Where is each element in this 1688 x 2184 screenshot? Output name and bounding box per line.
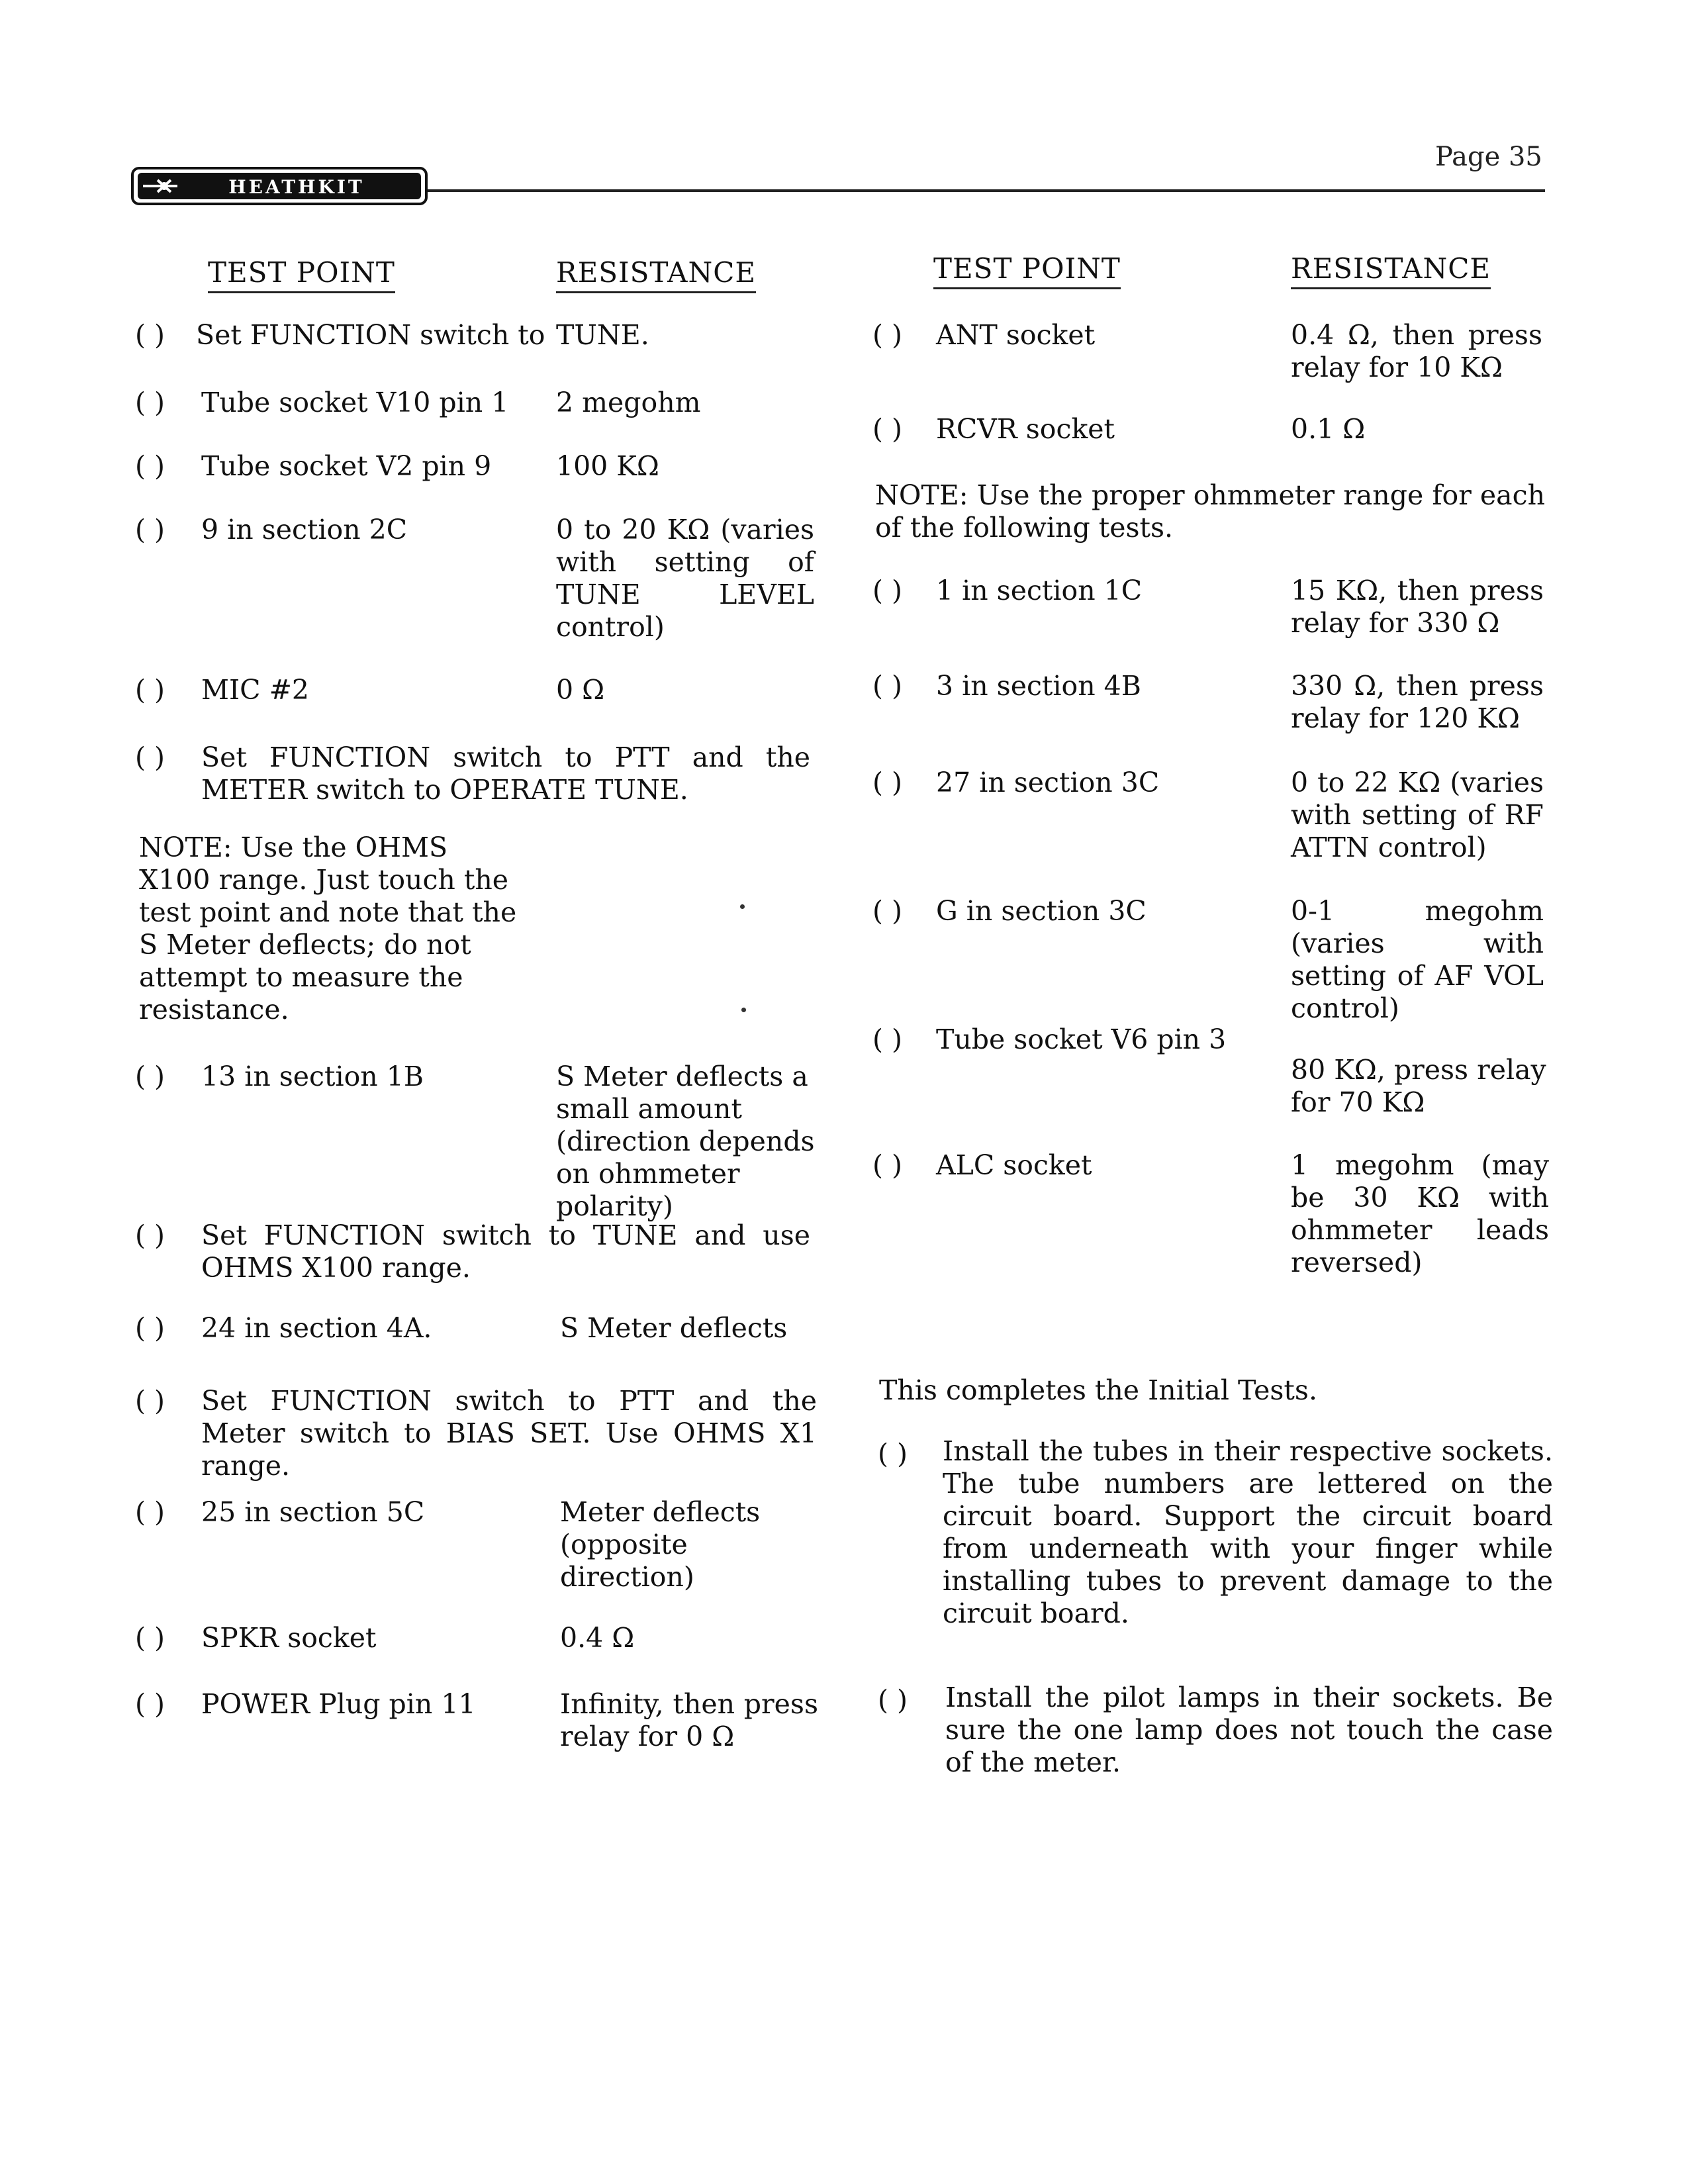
test-point: G in section 3C	[936, 895, 1147, 927]
resistance-value: 0.1 Ω	[1291, 413, 1366, 445]
checkbox[interactable]: ( )	[135, 1385, 165, 1417]
test-point: Set FUNCTION switch to	[196, 319, 545, 351]
checkbox[interactable]: ( )	[135, 387, 165, 418]
test-point: MIC #2	[201, 674, 310, 706]
resistance-value: Meter deflects (opposite direction)	[560, 1496, 761, 1593]
header-rule	[428, 189, 1545, 192]
checkbox[interactable]: ( )	[872, 767, 903, 798]
checkbox[interactable]: ( )	[135, 674, 165, 706]
test-point: 27 in section 3C	[936, 767, 1160, 798]
test-point: POWER Plug pin 11	[201, 1688, 476, 1720]
resistance-value: 80 KΩ, press relay for 70 KΩ	[1291, 1054, 1546, 1118]
checkbox[interactable]: ( )	[878, 1684, 908, 1716]
checkbox[interactable]: ( )	[872, 670, 903, 702]
speck	[740, 904, 745, 909]
test-point: SPKR socket	[201, 1622, 377, 1654]
checkbox[interactable]: ( )	[135, 450, 165, 482]
checkbox[interactable]: ( )	[135, 741, 165, 773]
checkbox[interactable]: ( )	[135, 319, 165, 351]
checkbox[interactable]: ( )	[135, 1496, 165, 1528]
note: NOTE: Use the OHMS X100 range. Just touch the test point and note that the S Meter deflects; do not attempt to measure the resistance.	[139, 831, 517, 1025]
instruction-step: Install the tubes in their respective sockets. The tube numbers are lettered on the circuit board. Support the circuit board from underneath with your finger while installing tubes to prevent damage to the circuit board.	[943, 1435, 1553, 1629]
instruction-step: Set FUNCTION switch to PTT and the METER switch to OPERATE TUNE.	[201, 741, 810, 806]
checkbox[interactable]: ( )	[872, 895, 903, 927]
resistance-value: 2 megohm	[556, 387, 701, 418]
resistance-value: 0-1 megohm (varies with setting of AF VOL control)	[1291, 895, 1544, 1024]
checkbox[interactable]: ( )	[135, 514, 165, 546]
checkbox[interactable]: ( )	[135, 1622, 165, 1654]
resistance-value: 1 megohm (may be 30 KΩ with ohmmeter leads reversed)	[1291, 1149, 1549, 1278]
checkbox[interactable]: ( )	[872, 319, 903, 351]
test-point: 9 in section 2C	[201, 514, 408, 546]
test-point: 25 in section 5C	[201, 1496, 425, 1528]
note: NOTE: Use the proper ohmmeter range for each of the following tests.	[875, 479, 1545, 544]
resistance-value: 0.4 Ω	[560, 1622, 635, 1654]
completion-text: This completes the Initial Tests.	[879, 1374, 1317, 1406]
checkbox[interactable]: ( )	[135, 1061, 165, 1092]
resistance-value: 0 to 20 KΩ (varies with setting of TUNE LEVEL control)	[556, 514, 814, 643]
checkbox[interactable]: ( )	[135, 1312, 165, 1344]
resistance-value: S Meter deflects	[560, 1312, 788, 1344]
left-col-header-resistance: RESISTANCE	[556, 257, 756, 293]
test-point: 13 in section 1B	[201, 1061, 424, 1092]
resistance-value: TUNE.	[556, 319, 649, 351]
resistance-value: 0 to 22 KΩ (varies with setting of RF ATTN control)	[1291, 767, 1544, 863]
instruction-step: Install the pilot lamps in their sockets. Be sure the one lamp does not touch the case of the meter.	[945, 1682, 1553, 1778]
test-point: Tube socket V2 pin 9	[201, 450, 492, 482]
resistance-value: 330 Ω, then press relay for 120 KΩ	[1291, 670, 1544, 734]
test-point: 24 in section 4A.	[201, 1312, 432, 1344]
checkbox[interactable]: ( )	[872, 1023, 903, 1055]
svg-text:HEATHKIT: HEATHKIT	[228, 176, 365, 198]
speck	[741, 1008, 746, 1012]
resistance-value: 0 Ω	[556, 674, 605, 706]
instruction-step: Set FUNCTION switch to PTT and the Meter switch to BIAS SET. Use OHMS X1 range.	[201, 1385, 817, 1482]
left-col-header-test-point: TEST POINT	[208, 257, 395, 293]
test-point: ANT socket	[936, 319, 1096, 351]
checkbox[interactable]: ( )	[872, 413, 903, 445]
checkbox[interactable]: ( )	[872, 575, 903, 606]
checkbox[interactable]: ( )	[878, 1438, 908, 1470]
checkbox[interactable]: ( )	[135, 1688, 165, 1720]
resistance-value: 0.4 Ω, then press relay for 10 KΩ	[1291, 319, 1542, 383]
resistance-value: S Meter deflects a small amount (direction depends on ohmmeter polarity)	[556, 1061, 815, 1222]
heathkit-logo	[131, 167, 428, 205]
resistance-value: 15 KΩ, then press relay for 330 Ω	[1291, 575, 1544, 639]
test-point: 1 in section 1C	[936, 575, 1143, 606]
test-point: Tube socket V10 pin 1	[201, 387, 509, 418]
resistance-value: Infinity, then press relay for 0 Ω	[560, 1688, 818, 1752]
right-col-header-test-point: TEST POINT	[933, 253, 1121, 289]
checkbox[interactable]: ( )	[872, 1149, 903, 1181]
test-point: ALC socket	[936, 1149, 1092, 1181]
test-point: RCVR socket	[936, 413, 1115, 445]
page-number: Page 35	[1435, 142, 1542, 172]
resistance-value: 100 KΩ	[556, 450, 659, 482]
test-point: Tube socket V6 pin 3	[936, 1023, 1227, 1055]
right-col-header-resistance: RESISTANCE	[1291, 253, 1491, 289]
test-point: 3 in section 4B	[936, 670, 1141, 702]
instruction-step: Set FUNCTION switch to TUNE and use OHMS X100 range.	[201, 1219, 810, 1284]
checkbox[interactable]: ( )	[135, 1219, 165, 1251]
